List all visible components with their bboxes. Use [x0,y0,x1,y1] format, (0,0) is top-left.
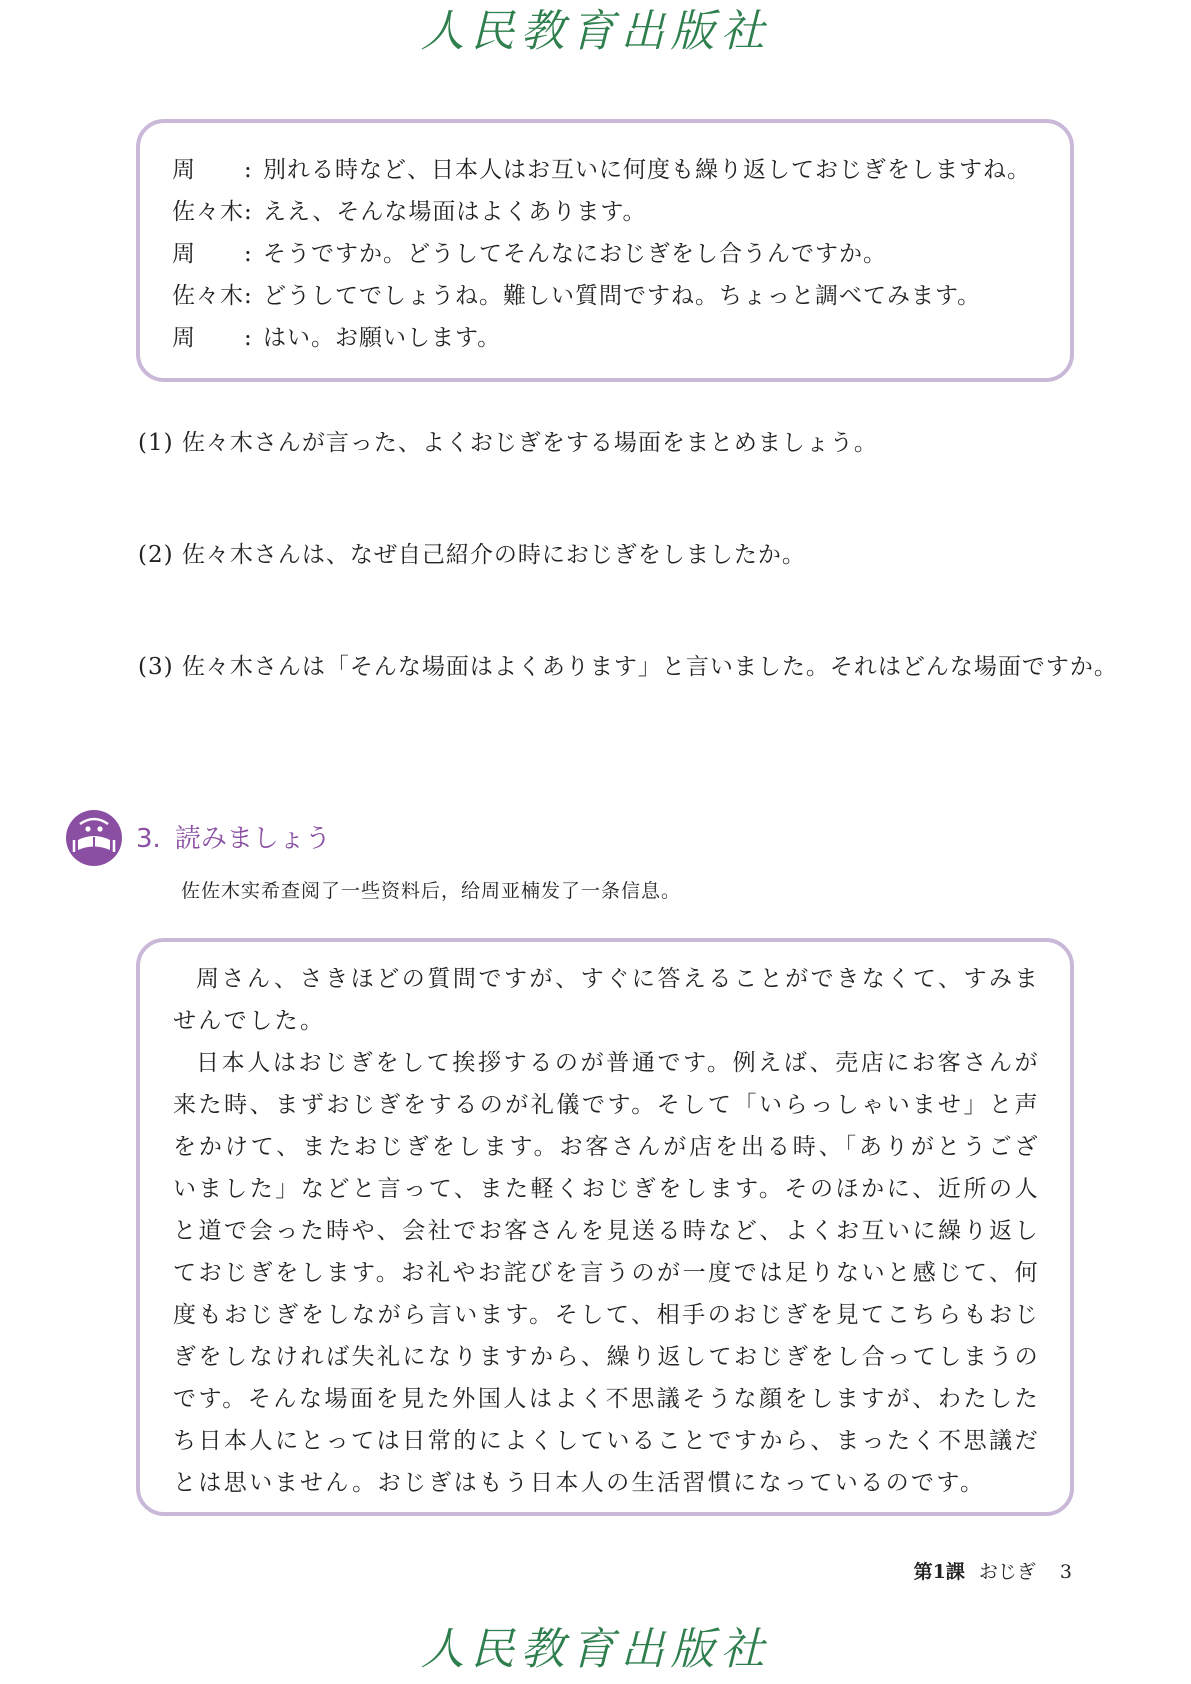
dialogue-text: ええ、そんな場面はよくあります。 [263,199,647,225]
question-1: (1) 佐々木さんが言った、よくおじぎをする場面をまとめましょう。 [138,430,878,456]
dialogue-box [136,119,1074,382]
question-3: (3) 佐々木さんは「そんな場面はよくあります」と言いました。それはどんな場面ですか。 [138,654,1118,680]
page-number: 3 [1059,1561,1072,1583]
section-instruction: 佐佐木实希查阅了一些资料后，给周亚楠发了一条信息。 [181,880,682,902]
reading-box [136,938,1074,1516]
dialogue-line [172,191,1070,233]
reading-paragraph: 周さん、さきほどの質問ですが、すぐに答えることができなくて、すみませんでした。 [173,966,1040,1034]
dialogue-line [172,233,1070,275]
section-title: 読みましょう [174,824,331,854]
page-footer [914,1558,1072,1586]
reading-icon [66,810,122,866]
footer-lesson: 第1課 [913,1561,965,1583]
dialogue-text: 別れる時など、日本人はお互いに何度も繰り返しておじぎをしますね。 [263,157,1031,183]
section-number: 3. [136,824,161,854]
dialogue-line [172,275,1070,317]
section-heading [136,822,331,856]
dialogue-text: はい。お願いします。 [263,325,502,351]
dialogue-text: そうですか。どうしてそんなにおじぎをし合うんですか。 [263,241,887,267]
question-2: (2) 佐々木さんは、なぜ自己紹介の時におじぎをしましたか。 [138,542,806,568]
dialogue-text: どうしてでしょうね。難しい質問ですね。ちょっと調べてみます。 [263,283,982,309]
dialogue-speaker: 周 : [172,241,253,267]
dialogue-speaker: 佐々木: [172,283,253,309]
dialogue-speaker: 周 : [172,157,253,183]
publisher-logo-top: 人民教育出版社 [420,6,771,57]
dialogue-speaker: 周 : [172,325,253,351]
footer-title: おじぎ [978,1561,1036,1583]
publisher-logo-bottom: 人民教育出版社 [420,1624,771,1675]
dialogue-line [172,317,1070,359]
dialogue-line [172,149,1070,191]
dialogue-speaker: 佐々木: [172,199,253,225]
reading-paragraph: 日本人はおじぎをして挨拶するのが普通です。例えば、売店にお客さんが来た時、まずおじぎをするのが礼儀です。そして「いらっしゃいませ」と声をかけて、またおじぎをします。お客さんが店を出る時、「ありがとうございました」などと言って、また軽くおじぎをします。そのほかに、近所の人と道で会った時や、会社でお客さんを見送る時など、よくお互いに繰り返しておじぎをします。お礼やお詫びを言うのが一度では足りないと感じて、何度もおじぎをしながら言います。そして、相手のおじぎを見てこちらもおじぎをしなければ失礼になりますから、繰り返しておじぎをし合ってしまうのです。そんな場面を見た外国人はよく不思議そうな顔をしますが、わたしたち日本人にとっては日常的によくしていることですから、まったく不思議だとは思いません。おじぎはもう日本人の生活習慣になっているのです。 [173,1050,1040,1496]
